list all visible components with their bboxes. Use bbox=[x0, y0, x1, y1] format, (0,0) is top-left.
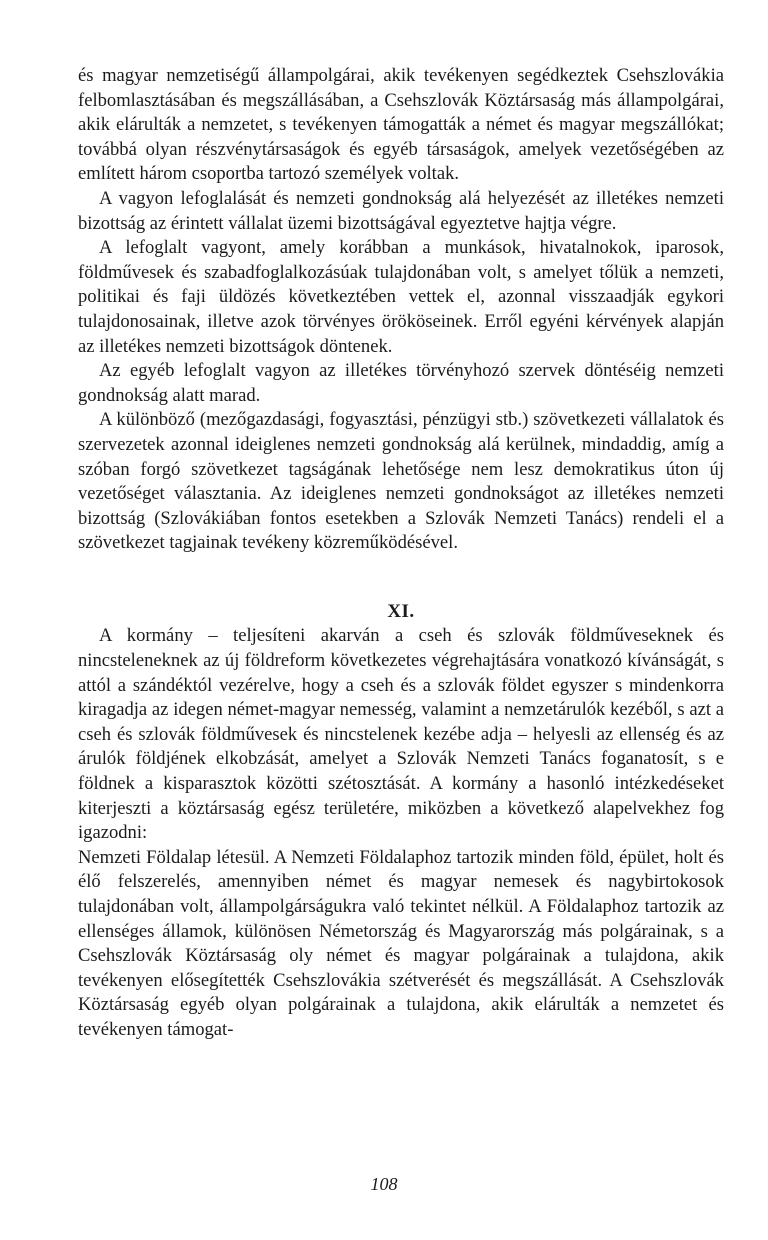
paragraph: Az egyéb lefoglalt vagyon az illetékes törvényhozó szervek döntéséig nemzeti gondnokság alatt marad. bbox=[78, 360, 724, 406]
paragraph: A kormány – teljesíteni akarván a cseh és szlovák földműveseknek és nincsteleneknek az új földreform következetes végrehajtására vonatkozó kívánságát, s attól a szándéktól vezérelve, hogy a cseh és a szlovák földet egyszer s mindenkorra kiragadja az idegen német-magyar nemesség, valamint a nemzetárulók kezéből, s azt a cseh és szlovák földművesek és nincstelenek kezébe adja – helyesli az ellenség és az árulók földjének elkobzását, amelyet a Szlovák Nemzeti Tanács foganatosít, s e földnek a kisparasztok közötti szétosztását. A kormány a hasonló intézkedéseket kiterjeszti a köztársaság egész területére, miközben a következő alapelvekhez fog igazodni: bbox=[78, 625, 724, 844]
paragraph: A lefoglalt vagyont, amely korábban a munkások, hivatalnokok, iparosok, földművesek és szabadfoglalkozásúak tulajdonában volt, s amelyet tőlük a nemzeti, politikai és faji üldözés következtében vettek el, azonnal visszaadják egykori tulajdonosainak, illetve azok törvényes örököseinek. Erről egyéni kérvények alapján az illetékes nemzeti bizottságok döntenek. bbox=[78, 237, 724, 357]
paragraph: és magyar nemzetiségű állampolgárai, akik tevékenyen segédkeztek Csehszlovákia felbomlasztásában és megszállásában, a Csehszlovák Köztársaság más állampolgárai, akik elárulták a nemzetet, s tevékenyen támogatták a német és magyar megszállókat; továbbá olyan részvénytársaságok és egyéb társaságok, amelyek vezetőségében az említett három csoportba tartozó személyek voltak. bbox=[78, 65, 724, 185]
section-heading: XI. bbox=[387, 600, 415, 622]
paragraph: A vagyon lefoglalását és nemzeti gondnokság alá helyezését az illetékes nemzeti bizottság az érintett vállalat üzemi bizottságával egyeztetve hajtja végre. bbox=[78, 187, 724, 234]
paragraph: Nemzeti Földalap létesül. A Nemzeti Földalaphoz tartozik minden föld, épület, holt és élő felszerelés, amennyiben német és magyar nemesek és nagybirtokosok tulajdonában volt, állampolgárságukra való tekintet nélkül. A Földalaphoz tartozik az ellenséges államok, különösen Németország és Magyarország más polgárainak, s a Csehszlovák Köztársaság oly német és magyar polgárainak a tulajdona, akik tevékenyen elősegítették Csehszlovákia szétverését és megszállását. A Csehszlovák Köztársaság egyéb olyan polgárainak a tulajdona, akik elárulták a nemzetet és tevékenyen támogat- bbox=[78, 846, 724, 1040]
page-body bbox=[78, 64, 724, 1043]
paragraph: A különböző (mezőgazdasági, fogyasztási, pénzügyi stb.) szövetkezeti vállalatok és szervezetek azonnal ideiglenes nemzeti gondnokság alá kerülnek, mindaddig, amíg a szóban forgó szövetkezet tagságának lehetősége nem lesz demokratikus úton új vezetőséget választania. Az ideiglenes nemzeti gondnokságot az illetékes nemzeti bizottság (Szlovákiában fontos esetekben a Szlovák Nemzeti Tanács) rendeli el a szövetkezet tagjainak tevékeny közreműködésével. bbox=[78, 409, 724, 554]
page-number: 108 bbox=[370, 1174, 398, 1194]
